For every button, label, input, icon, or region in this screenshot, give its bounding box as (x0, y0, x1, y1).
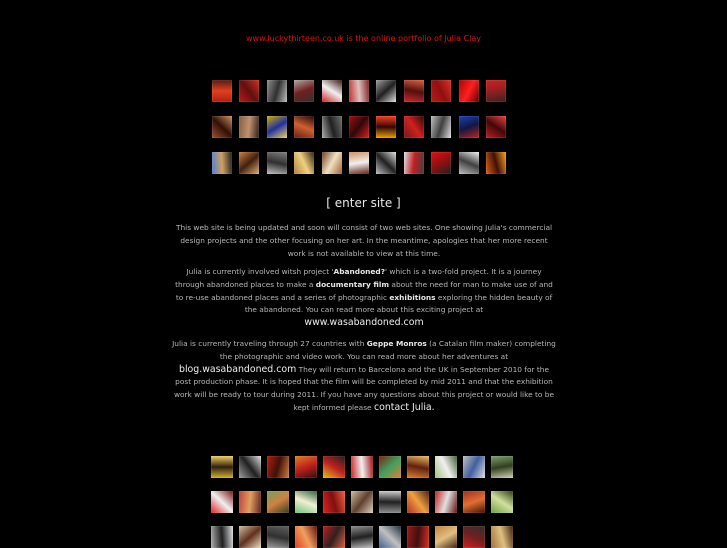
exhibitions-text: exhibitions (389, 292, 436, 302)
portfolio-thumbnail[interactable] (351, 456, 373, 478)
portfolio-thumbnail[interactable] (463, 491, 485, 513)
portfolio-thumbnail[interactable] (379, 456, 401, 478)
portfolio-thumbnail[interactable] (239, 491, 261, 513)
portfolio-thumbnail[interactable] (212, 152, 232, 174)
portfolio-thumbnail[interactable] (486, 80, 506, 102)
text-segment: Julia is currently involved witsh project ' (186, 267, 334, 276)
portfolio-thumbnail[interactable] (404, 80, 424, 102)
portfolio-thumbnail[interactable] (379, 491, 401, 513)
portfolio-thumbnail[interactable] (407, 456, 429, 478)
project-paragraph (172, 266, 556, 330)
blog-link[interactable]: blog.wasabandoned.com (179, 363, 297, 375)
thumbnail-grid-top (212, 80, 516, 174)
portfolio-thumbnail[interactable] (239, 152, 259, 174)
portfolio-thumbnail[interactable] (295, 491, 317, 513)
wasabandoned-link[interactable]: www.wasabandoned.com (304, 317, 424, 329)
portfolio-thumbnail[interactable] (211, 491, 233, 513)
portfolio-thumbnail[interactable] (295, 456, 317, 478)
portfolio-thumbnail[interactable] (349, 152, 369, 174)
portfolio-thumbnail[interactable] (376, 80, 396, 102)
portfolio-thumbnail[interactable] (404, 116, 424, 138)
contact-julia-link[interactable]: contact Julia. (373, 401, 435, 413)
intro-paragraph: This web site is being updated and soon will consist of two web sites. One showing Julia's commercial design projects and the other focusing on her art. In the meantime, apologies that her more recent work is not available to view at this time. (175, 223, 553, 258)
portfolio-thumbnail[interactable] (267, 80, 287, 102)
portfolio-thumbnail[interactable] (323, 491, 345, 513)
portfolio-thumbnail[interactable] (212, 116, 232, 138)
portfolio-thumbnail[interactable] (294, 80, 314, 102)
portfolio-thumbnail[interactable] (322, 80, 342, 102)
portfolio-thumbnail[interactable] (239, 456, 261, 478)
portfolio-thumbnail[interactable] (267, 456, 289, 478)
text-segment: They will return to Barcelona and the UK in September 2010 for the post production phase. It is hoped that the film will be completed by mid 2011 and that the exhibition work will be ready to tour during 2011. If you have any questions about this project or would like to be kept informed please (173, 364, 555, 412)
portfolio-thumbnail[interactable] (404, 152, 424, 174)
thumbnail-grid-bottom (211, 456, 517, 548)
project-name: Abandoned? (333, 267, 386, 276)
portfolio-thumbnail[interactable] (486, 116, 506, 138)
portfolio-thumbnail[interactable] (376, 152, 396, 174)
portfolio-thumbnail[interactable] (463, 456, 485, 478)
portfolio-thumbnail[interactable] (431, 116, 451, 138)
text-segment: Julia is currently traveling through 27 countries with (172, 339, 367, 348)
travel-paragraph (172, 338, 556, 415)
text-segment: (a Catalan film maker) completing the photographic and video work. You can read more about her adventures at (219, 339, 556, 361)
documentary-film-text: documentary film (315, 279, 390, 289)
enter-site-link[interactable]: [ enter site ] (326, 196, 401, 210)
portfolio-thumbnail[interactable] (239, 80, 259, 102)
portfolio-thumbnail[interactable] (267, 491, 289, 513)
portfolio-thumbnail[interactable] (431, 80, 451, 102)
portfolio-thumbnail[interactable] (459, 152, 479, 174)
text-segment: exploring the hidden beauty of the abandoned. You can read more about this exciting project at (244, 292, 553, 315)
portfolio-thumbnail[interactable] (322, 116, 342, 138)
portfolio-thumbnail[interactable] (459, 116, 479, 138)
portfolio-thumbnail[interactable] (351, 491, 373, 513)
portfolio-thumbnail[interactable] (322, 152, 342, 174)
portfolio-thumbnail[interactable] (267, 116, 287, 138)
portfolio-thumbnail[interactable] (459, 80, 479, 102)
portfolio-thumbnail[interactable] (435, 456, 457, 478)
portfolio-thumbnail[interactable] (294, 116, 314, 138)
portfolio-thumbnail[interactable] (349, 116, 369, 138)
portfolio-thumbnail[interactable] (431, 152, 451, 174)
portfolio-thumbnail[interactable] (486, 152, 506, 174)
text-segment: ' which is a two-fold project. It is a journey through abandoned places to make a (175, 267, 542, 289)
portfolio-thumbnail[interactable] (435, 491, 457, 513)
site-tagline: www.luckythirteen.co.uk is the online portfolio of Julia Clay (245, 34, 482, 43)
portfolio-thumbnail[interactable] (212, 80, 232, 102)
text-segment: about the need for man to make use of and to re-use abandoned places and a series of photographic (175, 279, 553, 302)
portfolio-thumbnail[interactable] (407, 491, 429, 513)
portfolio-thumbnail[interactable] (211, 456, 233, 478)
portfolio-thumbnail[interactable] (349, 80, 369, 102)
portfolio-thumbnail[interactable] (491, 491, 513, 513)
portfolio-thumbnail[interactable] (376, 116, 396, 138)
filmmaker-name: Geppe Monros (366, 339, 427, 348)
portfolio-thumbnail[interactable] (491, 456, 513, 478)
portfolio-thumbnail[interactable] (294, 152, 314, 174)
portfolio-thumbnail[interactable] (323, 456, 345, 478)
portfolio-thumbnail[interactable] (239, 116, 259, 138)
portfolio-thumbnail[interactable] (267, 152, 287, 174)
